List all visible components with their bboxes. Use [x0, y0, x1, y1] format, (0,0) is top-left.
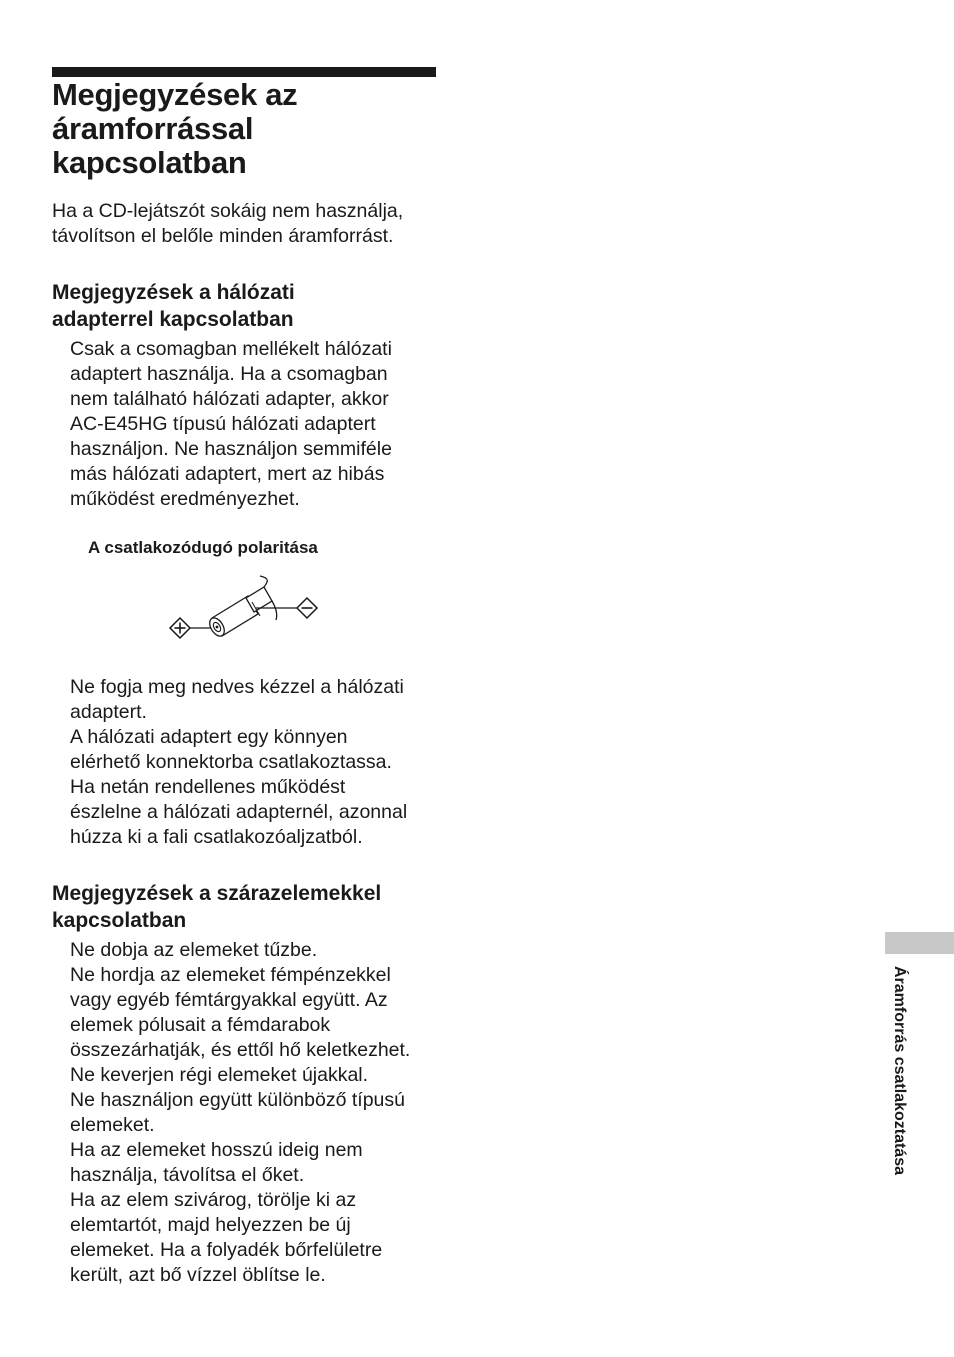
- plug-polarity-diagram: [160, 568, 330, 648]
- intro-paragraph: [52, 199, 444, 249]
- heading-line: kapcsolatban: [52, 909, 187, 932]
- text-line: Ha az elem szivárog, törölje ki az: [70, 1189, 357, 1211]
- text-line: A hálózati adaptert egy könnyen: [70, 726, 348, 748]
- adapter-paragraph-2: [70, 675, 450, 850]
- page-title: [52, 78, 442, 180]
- text-line: elemeket. Ha a folyadék bőrfelületre: [70, 1239, 383, 1261]
- text-line: húzza ki a fali csatlakozóaljzatból.: [70, 826, 363, 848]
- text-line: adaptert használja. Ha a csomagban: [70, 363, 388, 385]
- page-title-line: Megjegyzések az: [52, 77, 298, 112]
- text-line: észlelne a hálózati adapternél, azonnal: [70, 801, 408, 823]
- heading-line: adapterrel kapcsolatban: [52, 308, 294, 331]
- text-line: elérhető konnektorba csatlakoztassa.: [70, 751, 392, 773]
- page-title-line: kapcsolatban: [52, 145, 247, 180]
- battery-paragraph: [70, 938, 450, 1288]
- title-rule: [52, 67, 436, 77]
- heading-line: Megjegyzések a hálózati: [52, 281, 295, 304]
- text-line: Ne dobja az elemeket tűzbe.: [70, 939, 318, 961]
- text-line: elemtartót, majd helyezzen be új: [70, 1214, 351, 1236]
- dc-plug-icon: [207, 576, 277, 639]
- text-line: Csak a csomagban mellékelt hálózati: [70, 338, 392, 360]
- adapter-section-heading: [52, 279, 444, 333]
- text-line: adaptert.: [70, 701, 147, 723]
- text-line: használjon. Ne használjon semmiféle: [70, 438, 392, 460]
- text-line: összezárhatják, és ettől hő keletkezhet.: [70, 1039, 411, 1061]
- text-line: vagy egyéb fémtárgyakkal együtt. Az: [70, 989, 388, 1011]
- text-line: Ha netán rendellenes működést: [70, 776, 346, 798]
- text-line: Ne használjon együtt különböző típusú: [70, 1089, 405, 1111]
- text-line: más hálózati adaptert, mert az hibás: [70, 463, 385, 485]
- text-line: került, azt bő vízzel öblítse le.: [70, 1264, 326, 1286]
- text-line: működést eredményezhet.: [70, 488, 300, 510]
- polarity-caption: A csatlakozódugó polaritása: [88, 538, 318, 557]
- adapter-paragraph-1: [70, 337, 450, 512]
- text-line: elemeket.: [70, 1114, 155, 1136]
- text-line: használja, távolítsa el őket.: [70, 1164, 305, 1186]
- heading-line: Megjegyzések a szárazelemekkel: [52, 882, 382, 905]
- section-thumb-label: Áramforrás csatlakoztatása: [891, 966, 908, 1175]
- text-line: nem található hálózati adapter, akkor: [70, 388, 389, 410]
- intro-line: Ha a CD-lejátszót sokáig nem használja,: [52, 200, 404, 222]
- section-thumb-tab: [885, 932, 954, 954]
- text-line: elemek pólusait a fémdarabok: [70, 1014, 331, 1036]
- text-line: Ne keverjen régi elemeket újakkal.: [70, 1064, 369, 1086]
- intro-line: távolítson el belőle minden áramforrást.: [52, 225, 394, 247]
- page-title-line: áramforrással: [52, 111, 254, 146]
- text-line: Ne hordja az elemeket fémpénzekkel: [70, 964, 391, 986]
- plus-terminal-icon: [170, 618, 190, 638]
- minus-terminal-icon: [297, 598, 317, 618]
- text-line: Ha az elemeket hosszú ideig nem: [70, 1139, 363, 1161]
- text-line: AC-E45HG típusú hálózati adaptert: [70, 413, 376, 435]
- battery-section-heading: [52, 880, 444, 934]
- text-line: Ne fogja meg nedves kézzel a hálózati: [70, 676, 404, 698]
